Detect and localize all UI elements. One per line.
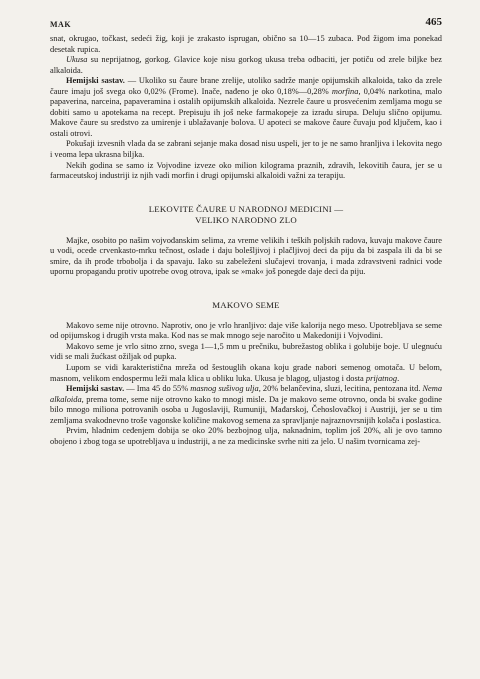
paragraph-seed-not-poisonous (50, 321, 442, 342)
paragraph-cold-pressing (50, 426, 442, 447)
paragraph-vojvodina-export (50, 161, 442, 182)
paragraph-chemical-composition-capsules (50, 76, 442, 139)
heading-line: MAKOVO SEME (212, 299, 280, 310)
paragraph-mothers-villages (50, 236, 442, 278)
term-prijatnog: prijatnog (365, 373, 398, 383)
paragraph-text: snat, okrugao, točkast, sedeći žig, koji je zrakasto isprugan, obično sa 10—15 zubaca. Pod žigom ima ponekad desetak rupica. (50, 34, 442, 54)
paragraph-text: Makovo seme nije otrovno. Naprotiv, ono je vrlo hranljivo: daje više kalorija nego meso. Upotrebljava se seme od opijumskog i drugih vrsta maka. Kod nas se mak mnogo seje naročito u Makedoniji i Vojvodini. (50, 320, 442, 341)
paragraph-text: , 20% belančevina, sluzi, lecitina, pentozana itd. (258, 384, 423, 394)
paragraph-text: Prvim, hladnim ceđenjem dobija se oko 20% bezbojnog ulja, naknadnim, toplim još 20%, ali je ovo tamno obojeno i zbog toga se upotrebljava u industriji, a ne za medicinske svrhe niti za jelo. U našim tvornicama zej- (50, 426, 442, 446)
paragraph-text: su neprijatnog, gorkog. Glavice koje nisu gorkog ukusa treba odbaciti, jer potiču od zrele biljke bez alkaloida. (50, 55, 442, 75)
term-hemijski-sastav: Hemijski sastav. (66, 76, 125, 86)
paragraph-text: , 0,04% narkotina, malo papaverina, narceina, papaveramina i ostalih opijumskih alkaloida. Nezrele čaure u prosvećenim zemljama mogu se dobiti samo u apotekama na recept. Prepisuju ih još neke farmakopeje za izradu sirupa. Deluju slično opijumu. Makove čaure su sredstvo za umirenje i ublažavanje bolova. U apoteci se makove čaure čuvaju pod ključem, kao i ostali otrovi. (50, 86, 442, 138)
term-masnog-susivog-ulja: masnog sušivog ulja (190, 384, 259, 394)
paragraph-text: Nekih godina se samo iz Vojvodine izveze oko milion kilograma praznih, zdravih, lekovitih čaura, jer se u farmaceutskoj industriji iz njih vadi morfin i drugi opijumski alkaloidi važni za terapiju. (50, 160, 442, 181)
paragraph-seed-size (50, 342, 442, 363)
section-heading-folk-medicine (50, 204, 442, 226)
term-nema-alkaloida: Nema alkaloida (50, 384, 443, 404)
running-title: MAK (50, 20, 72, 29)
term-hemijski-sastav: Hemijski sastav. (66, 384, 125, 394)
paragraph-text: Lupom se vidi karakteristična mreža od šestouglih okana koju grade nabori semenog omotača. U belom, masnom, velikom endospermu leži mala klica u obliku luka. Ukusa je blagog, uljastog i dosta (50, 363, 442, 383)
paragraph-text: — Ima 45 do 55% (124, 384, 191, 394)
paragraph-ban-attempts (50, 139, 442, 160)
page-number: 465 (425, 16, 442, 28)
paragraph-text: , prema tome, seme nije otrovno kako to mnogi misle. Da je makovo seme otrovno, onda bi svake godine bilo mnogo miliona potrovanih osoba u Jugoslaviji, Rumuniji, Mađarskoj, Čehoslovačkoj i Austriji, jer se u tim zemljama svakodnevno troše vagonske količine makovog semena za spravljanje najraznovrsnijih kolača i poslastica. (50, 394, 442, 425)
section-heading-poppy-seed (50, 300, 442, 311)
paragraph-text: Pokušaji izvesnih vlada da se zabrani sejanje maka dosad nisu uspeli, jer to je ne samo hranljiva i lekovita nego i veoma lepa ukrasna biljka. (50, 139, 442, 160)
running-head (50, 14, 442, 34)
paragraph-text: Makovo seme je vrlo sitno zrno, svega 1—1,5 mm u prečniku, bubrežastog oblika i golubije boje. U ulegnuću vidi se mali žućkast ožiljak od pupka. (50, 341, 442, 362)
paragraph-text: . (397, 373, 400, 383)
paragraph-taste (50, 55, 442, 76)
term-morfina: morfina (331, 86, 359, 96)
term-ukusa: Ukusa (66, 55, 88, 65)
heading-line: VELIKO NARODNO ZLO (195, 214, 297, 225)
paragraph-chemical-composition-seed (50, 384, 442, 426)
paragraph-text: Majke, osobito po našim vojvođanskim selima, za vreme velikih i teških poljskih radova, kuvaju makove čaure u vodi, ocede crvenkasto-mrku tečnost, oslade i daju bolešljivoj i plačljivoj deci da piju da bi zaspala ili da bi se smire, da ih prođe trbobolja i da spavaju. Iako su zabeleženi slučajevi trovanja, i mada zdravstveni radnici vode upornu propagandu protiv upotrebe ovog otrova, ipak se »mak« još ponegde daje deci da piju. (50, 235, 442, 277)
heading-line: LEKOVITE ČAURE U NARODNOJ MEDICINI — (148, 203, 344, 214)
paragraph-text: — Ukoliko su čaure brane zrelije, utoliko sadrže manje opijumskih alkaloida, tako da zrele čaure imaju još svega oko 0,02% (Frome). Inače, nađeno je oko 0,18%—0,28% (50, 76, 442, 96)
paragraph-seed-cap (50, 34, 442, 55)
paragraph-magnifier (50, 363, 442, 384)
